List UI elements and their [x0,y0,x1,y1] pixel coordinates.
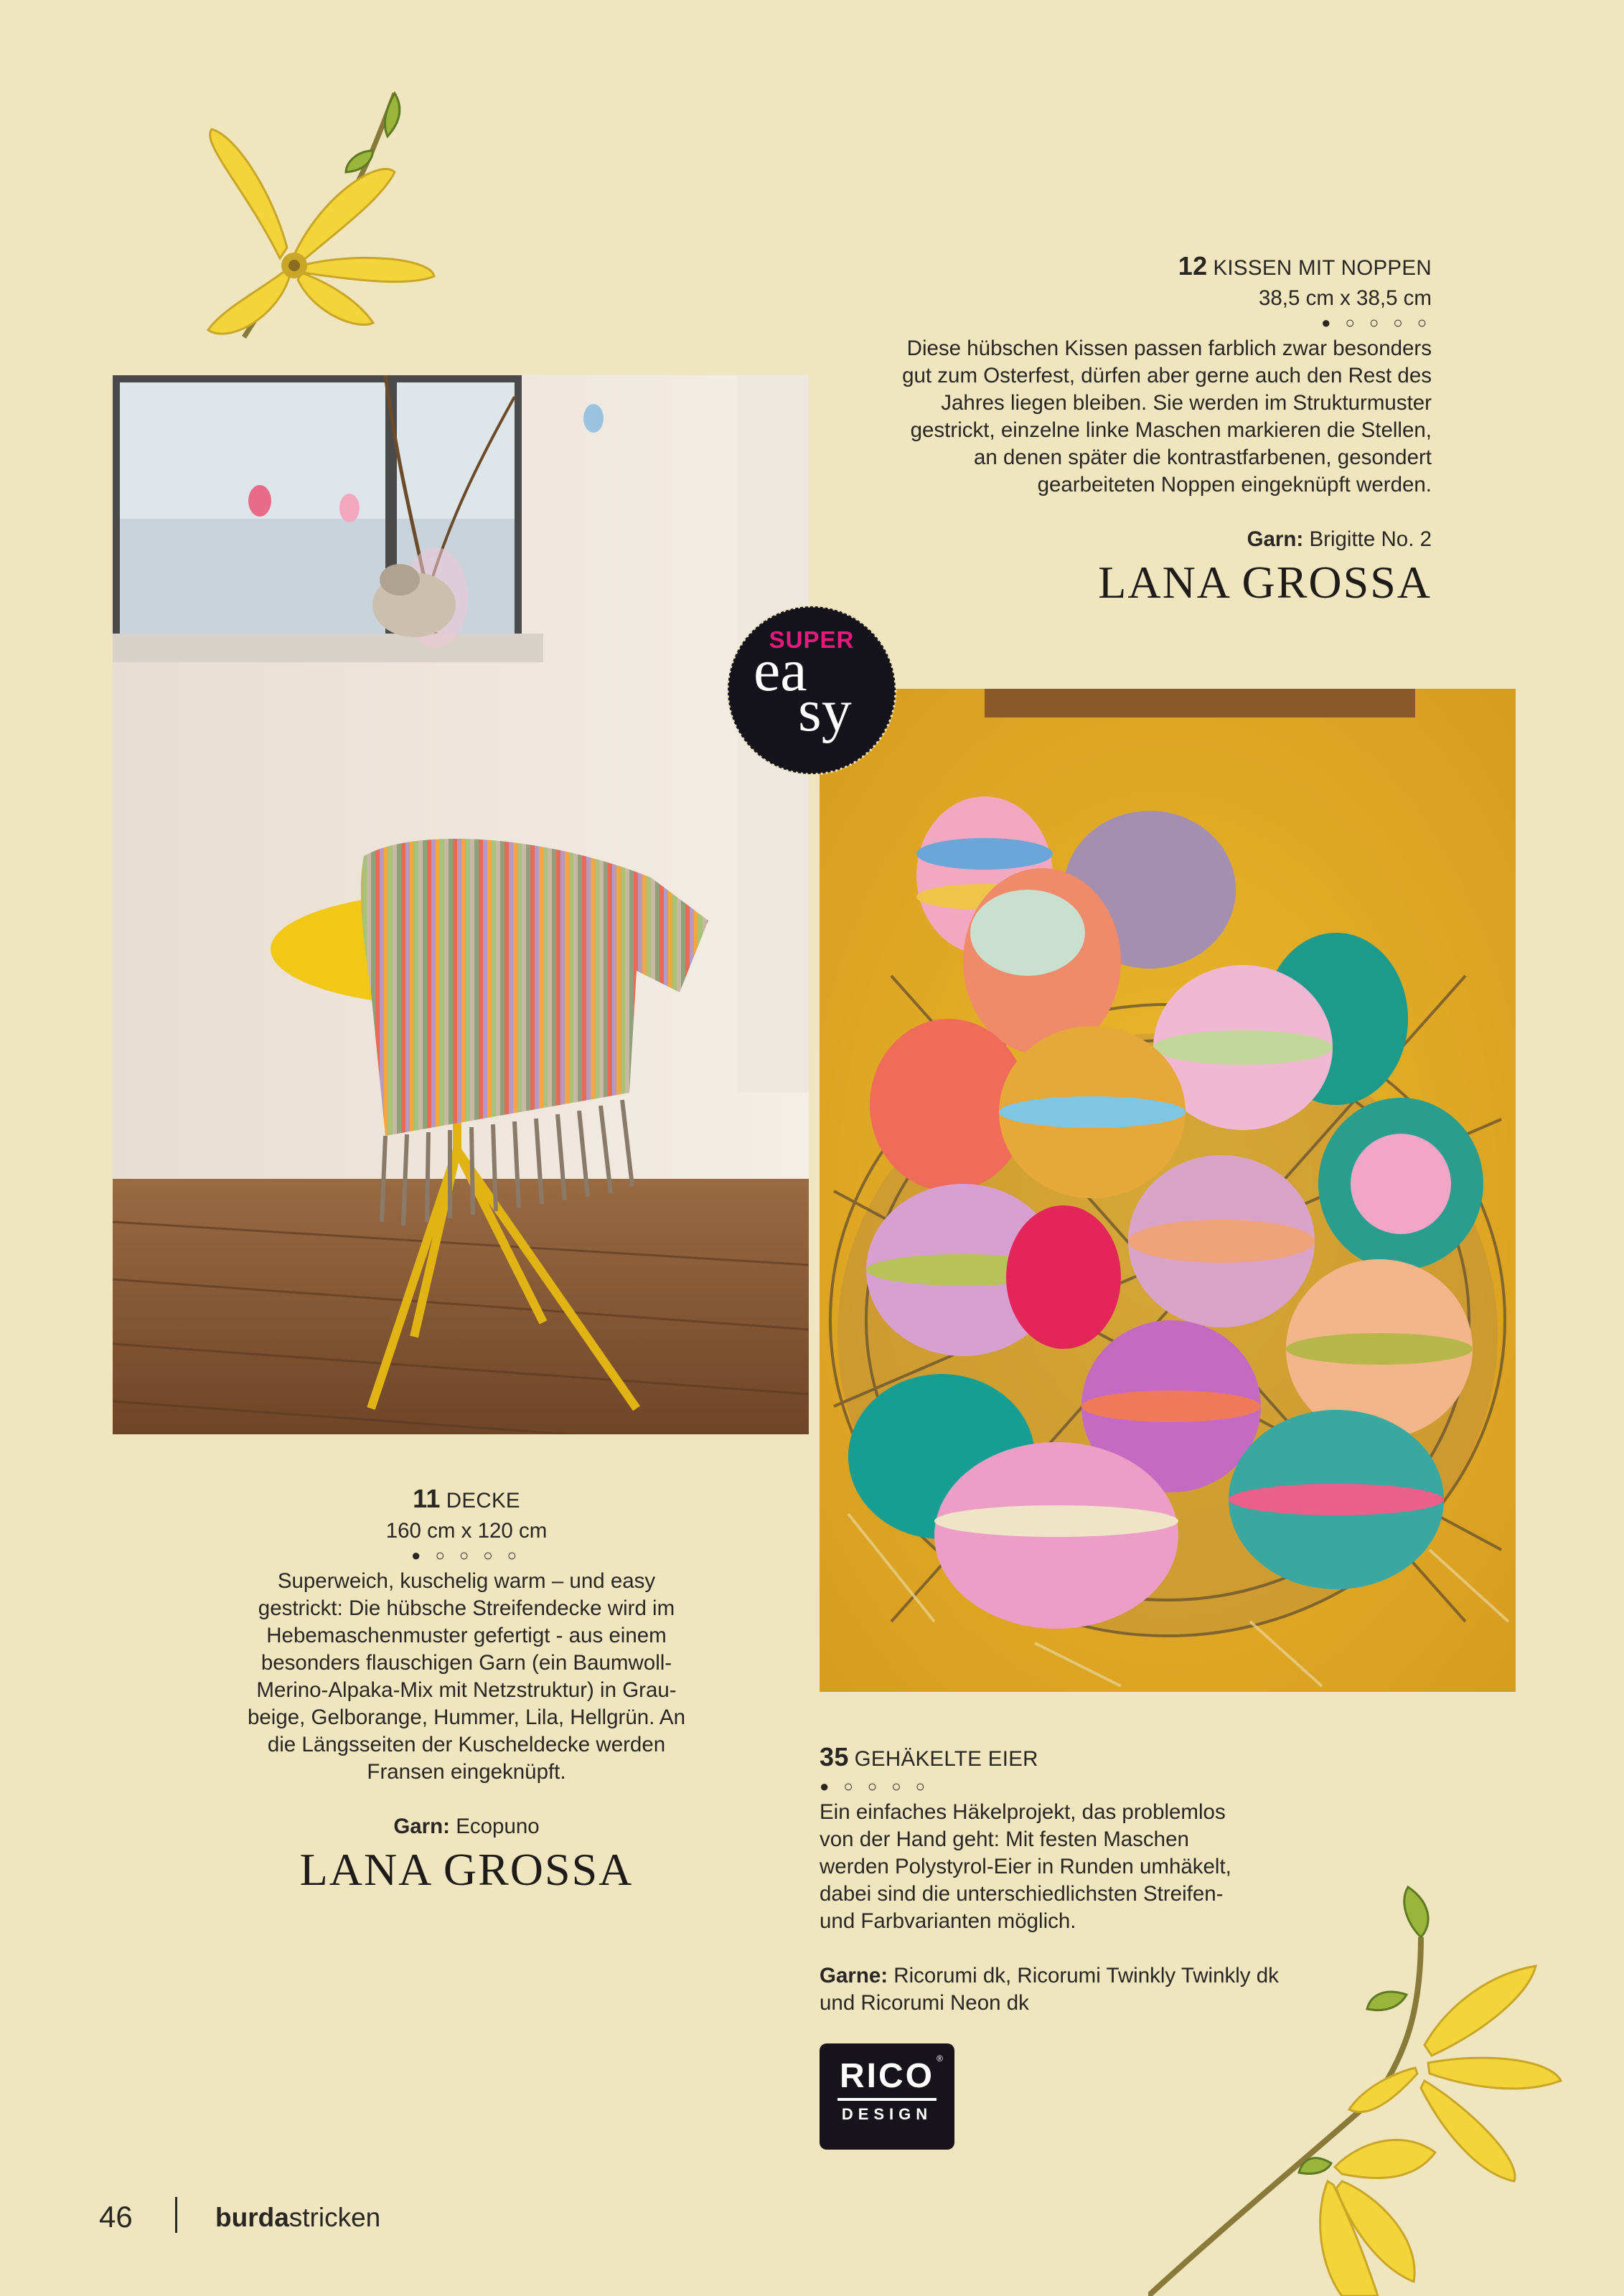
description-line: dabei sind die unterschiedlichsten Streifen- [820,1882,1224,1906]
page-number: 46 [99,2200,133,2234]
description-line: Diese hübschen Kissen passen farblich zwar besonders [906,337,1432,360]
yarn-value-line-2: und Ricorumi Neon dk [820,1991,1029,2015]
rico-logo-bar [837,2098,937,2101]
description-line: Superweich, kuschelig warm – und easy [277,1569,656,1593]
description-line: Merino-Alpaka-Mix mit Netzstruktur) in Grau- [256,1678,677,1702]
project-35-heading [820,1744,1322,1773]
project-11-block [215,1485,718,1895]
project-title: GEHÄKELTE EIER [854,1747,1038,1771]
description-line: gestrickt: Die hübsche Streifendecke wird im [258,1596,675,1620]
footer-divider [175,2197,177,2233]
description-line: Jahres liegen bleiben. Sie werden im Strukturmuster [941,391,1432,415]
description-line: und Farbvarianten möglich. [820,1909,1076,1933]
project-size: 160 cm x 120 cm [385,1519,548,1543]
magazine-name-rest: stricken [288,2203,381,2232]
design-logo-text: DESIGN [841,2105,933,2123]
project-number: 12 [1178,251,1208,281]
yarn-value: Brigitte No. 2 [1309,527,1432,551]
project-number: 35 [820,1742,849,1772]
badge-super-text: SUPER [769,626,855,653]
description-line: gearbeiteten Noppen eingeknüpft werden. [1037,473,1432,497]
yarn-info [847,526,1432,553]
forsythia-flower-illustration-top [194,72,481,344]
project-description [847,335,1432,499]
project-title: DECKE [446,1489,520,1512]
project-description [820,1799,1322,1935]
rico-logo-text: RICO [840,2057,934,2095]
yarn-label: Garne: [820,1964,888,1987]
description-line: besonders flauschigen Garn (ein Baumwoll- [261,1651,672,1675]
difficulty-rating: ● ○ ○ ○ ○ [1321,314,1432,331]
blanket-photo [113,375,809,1434]
project-35-block [820,1744,1322,2017]
brand-logo-lana-grossa: LANA GROSSA [299,1844,634,1895]
yarn-value: Ricorumi dk, Ricorumi Twinkly Twinkly dk [893,1964,1279,1987]
yarn-info [820,1962,1322,2017]
description-line: von der Hand geht: Mit festen Maschen [820,1827,1189,1851]
description-line: Ein einfaches Häkelprojekt, das problemlos [820,1800,1226,1824]
yarn-label: Garn: [1247,527,1304,551]
description-line: Hebemaschenmuster gefertigt - aus einem [266,1624,667,1647]
project-number: 11 [413,1484,441,1513]
registered-mark: ® [937,2053,943,2064]
description-line: Fransen eingeknüpft. [367,1760,566,1784]
project-12-heading [847,253,1432,282]
yarn-value: Ecopuno [456,1815,540,1838]
brand-logo-rico-design [820,2043,954,2150]
project-description [215,1568,718,1786]
project-12-block [847,253,1432,608]
description-line: gut zum Osterfest, dürfen aber gerne auch den Rest des [902,364,1432,387]
super-easy-badge [726,605,897,776]
yarn-label: Garn: [393,1815,450,1838]
description-line: an denen später die kontrastfarbenen, gesondert [974,446,1432,469]
project-title: KISSEN MIT NOPPEN [1213,256,1432,280]
crocheted-eggs-photo [820,689,1516,1692]
badge-ea-text: ea [754,637,807,704]
difficulty-rating: ● ○ ○ ○ ○ [411,1546,522,1564]
description-line: beige, Gelborange, Hummer, Lila, Hellgrün. An [247,1705,685,1729]
description-line: werden Polystyrol-Eier in Runden umhäkelt, [820,1855,1231,1878]
magazine-name-bold: burda [215,2203,289,2232]
description-line: die Längsseiten der Kuscheldecke werden [267,1733,666,1756]
brand-logo-lana-grossa: LANA GROSSA [1098,557,1432,608]
project-size: 38,5 cm x 38,5 cm [1258,286,1432,310]
magazine-name [215,2203,380,2233]
difficulty-rating: ● ○ ○ ○ ○ [820,1777,930,1795]
project-11-heading [215,1485,718,1515]
description-line: gestrickt, einzelne linke Maschen markieren die Stellen, [910,418,1432,442]
badge-sy-text: sy [798,677,852,744]
yarn-info [215,1813,718,1840]
